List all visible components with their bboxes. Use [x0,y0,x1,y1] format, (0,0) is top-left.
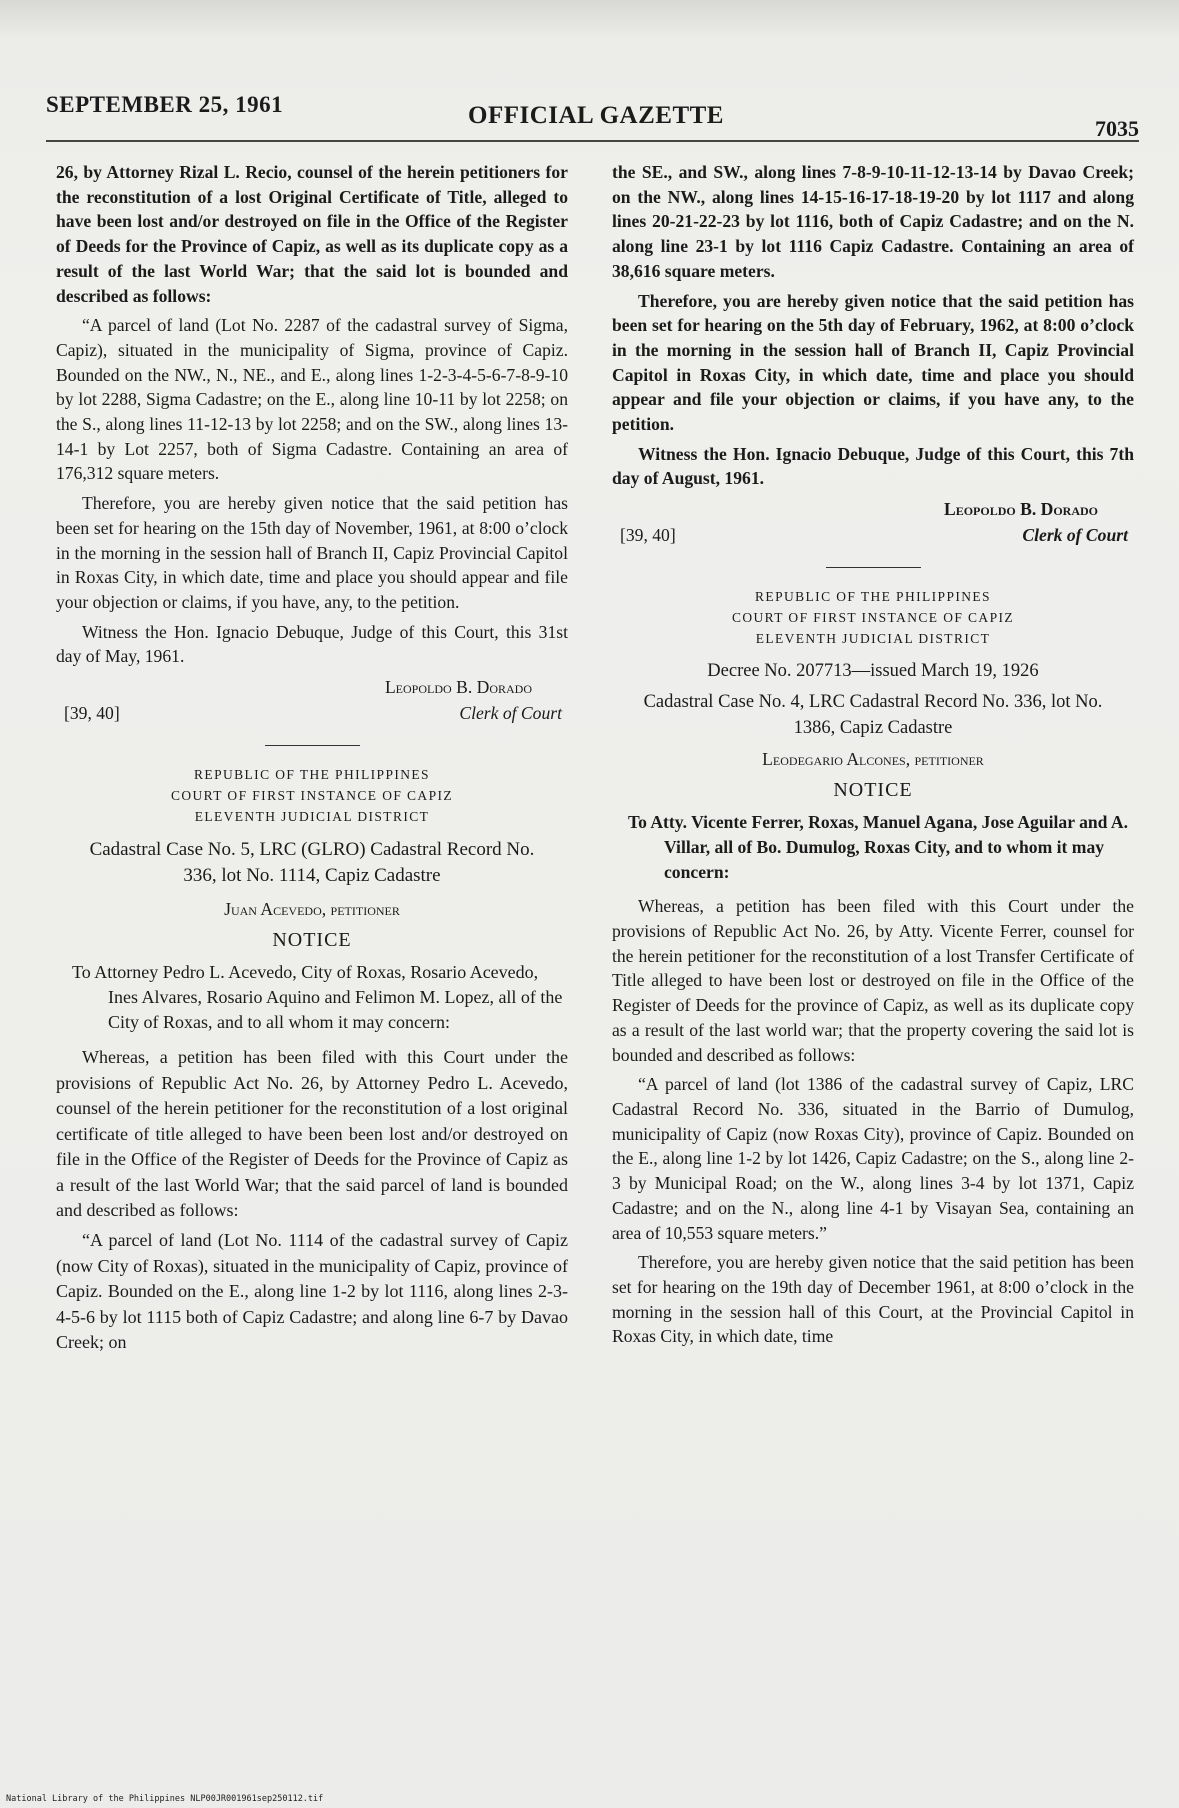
right-hearing-notice-2: Therefore, you are hereby given notice that the said petition has been set for hearing on the 19th day of December 1961, at 8:00 o’clock in the morning in the session hall of this Court, at the Provincial Capitol in Roxas City, in which date, time [612,1252,1134,1347]
header-page-number: 7035 [1095,116,1139,141]
left-paragraph-1: 26, by Attorney Rizal L. Recio, counsel of the herein petitioners for the reconstitution of a lost Original Certificate of Title, alleged to have been lost and/or destroyed on file in the Office of the Register of Deeds for the Province of Capiz, as well as its duplicate copy as a result of the last World War; that the said lot is bounded and described as follows: [56,162,568,306]
right-paragraph-1: the SE., and SW., along lines 7-8-9-10-11-12-13-14 by Davao Creek; on the NW., along lines 14-15-16-17-18-19-20 by lot 1117 and along lines 20-21-22-23 by lot 1116, both of Capiz Cadastre; and on the N. along line 23-1 by lot 1116 Capiz Cadastre. Containing an area of 38,616 square meters. [612,162,1134,281]
left-section-divider [265,745,360,746]
left-court-heading-3: ELEVENTH JUDICIAL DISTRICT [194,809,430,825]
header-title: OFFICIAL GAZETTE [468,102,724,129]
left-signature-block [56,675,568,729]
left-parcel-description: “A parcel of land (Lot No. 2287 of the cadastral survey of Sigma, Capiz), situated in the municipality of Sigma, province of Capiz. Bounded on the NW., N., NE., and E., along lines 1-2-3-4-5-6-7-8-9-10 by lot 2288, Sigma Cadastre; on the E., along line 10-11 by lot 2258; on the S., along lines 11-12-13 by lot 2258; and on the SW., along lines 13-14-1 by Lot 2257, both of Sigma Cadastre. Containing an area of 176,312 square meters. [56,315,568,484]
right-case-caption: Cadastral Case No. 4, LRC Cadastral Record No. 336, lot No. 1386, Capiz Cadastre [643,691,1103,738]
header-date: SEPTEMBER 25, 1961 [46,92,284,117]
left-notice-heading: NOTICE [272,928,352,951]
left-addressees: To Attorney Pedro L. Acevedo, City of Roxas, Rosario Acevedo, Ines Alvares, Rosario Aquino and Felimon M. Lopez, all of the City of Roxas, and to all whom it may concern: [72,962,563,1033]
left-court-heading-2: COURT OF FIRST INSTANCE OF CAPIZ [170,788,454,804]
right-petitioner: Leodegario Alcones, petitioner [762,748,984,769]
left-whereas: Whereas, a petition has been filed with this Court under the provisions of Republic Act No. 26, by Attorney Pedro L. Acevedo, counsel of the herein petitioner for the reconstitution of a lost original certificate of title alleged to have been been lost and/or destroyed on file in the Office of the Register of Deeds for the Province of Capiz as a result of the last World War; that the said parcel of land is bounded and described as follows: [56,1047,568,1220]
right-signature-block [612,497,1134,551]
right-addressees: To Atty. Vicente Ferrer, Roxas, Manuel Agana, Jose Aguilar and A. Villar, all of Bo. Dumulog, Roxas City, and to whom it may concern: [628,812,1128,882]
right-court-heading-1: REPUBLIC OF THE PHILIPPINES [755,589,991,605]
right-parcel-description: “A parcel of land (lot 1386 of the cadastral survey of Capiz, LRC Cadastral Record No. 336, situated in the Barrio of Dumulog, municipality of Capiz (now Roxas City), province of Capiz. Bounded on the E., along line 1-2 by lot 1426, Capiz Cadastre; on the S., along line 2-3 by Municipal Road; on the W., along lines 3-4 by lot 1371, Capiz Cadastre; and on the N., along line 4-1 by Visayan Sea, containing an area of 10,553 square meters.” [612,1074,1134,1243]
left-hearing-notice: Therefore, you are hereby given notice that the said petition has been set for hearing on the 15th day of November, 1961, at 8:00 o’clock in the morning in the session hall of Branch II, Capiz Provincial Capitol in Roxas City, in which date, time and place you should appear and file your objection or claims, if you have, any, to the petition. [56,493,568,612]
right-witness: Witness the Hon. Ignacio Debuque, Judge of this Court, this 7th day of August, 1961. [612,443,1134,489]
header-rule [46,140,1139,142]
right-column [612,160,1134,1354]
left-signature-role: Clerk of Court [459,703,562,724]
left-court-heading-1: REPUBLIC OF THE PHILIPPINES [194,767,430,783]
scan-footer: National Library of the Philippines NLP00JR001961sep250112.tif [6,1794,324,1804]
left-case-caption: Cadastral Case No. 5, LRC (GLRO) Cadastral Record No. 336, lot No. 1114, Capiz Cadastre [89,839,535,887]
right-court-heading-2: COURT OF FIRST INSTANCE OF CAPIZ [731,610,1015,626]
left-parcel-description-2: “A parcel of land (Lot No. 1114 of the cadastral survey of Capiz (now City of Roxas), situated in the municipality of Capiz, province of Capiz. Bounded on the E., along line 1-2 by lot 1116, along lines 2-3-4-5-6 by lot 1115 both of Capiz Cadastre; and along line 6-7 by Davao Creek; on [56,1230,568,1352]
right-court-heading-3: ELEVENTH JUDICIAL DISTRICT [755,631,991,647]
left-issue-reference: [39, 40] [64,703,120,724]
left-signature-name: Leopoldo B. Dorado [384,677,532,698]
right-issue-reference: [39, 40] [620,525,676,546]
right-decree: Decree No. 207713—issued March 19, 1926 [707,661,1039,682]
right-signature-name: Leopoldo B. Dorado [943,499,1098,520]
left-witness: Witness the Hon. Ignacio Debuque, Judge of this Court, this 31st day of May, 1961. [56,621,568,667]
left-petitioner: Juan Acevedo, petitioner [224,899,400,920]
right-notice-heading: NOTICE [833,778,913,801]
right-hearing-notice: Therefore, you are hereby given notice that the said petition has been set for hearing on the 5th day of February, 1962, at 8:00 o’clock in the morning in the session hall of Branch II, Capiz Provincial Capitol in Roxas City, in which date, time and place you should appear and file your objection or claims, if you have any, to the petition. [612,290,1134,435]
left-column [56,160,568,1360]
right-signature-role: Clerk of Court [1022,525,1128,546]
page-header [46,92,1139,141]
right-section-divider [826,567,921,568]
right-whereas: Whereas, a petition has been filed with this Court under the provisions of Republic Act No. 26, by Atty. Vicente Ferrer, counsel for the herein petitioner for the reconstitution of a lost Transfer Certificate of Title alleged to have been lost or destroyed on file in the Office of the Register of Deeds for the province of Capiz, as well as its duplicate copy as a result of the last world war; that the property covering the said lot is bounded and described as follows: [612,896,1134,1065]
